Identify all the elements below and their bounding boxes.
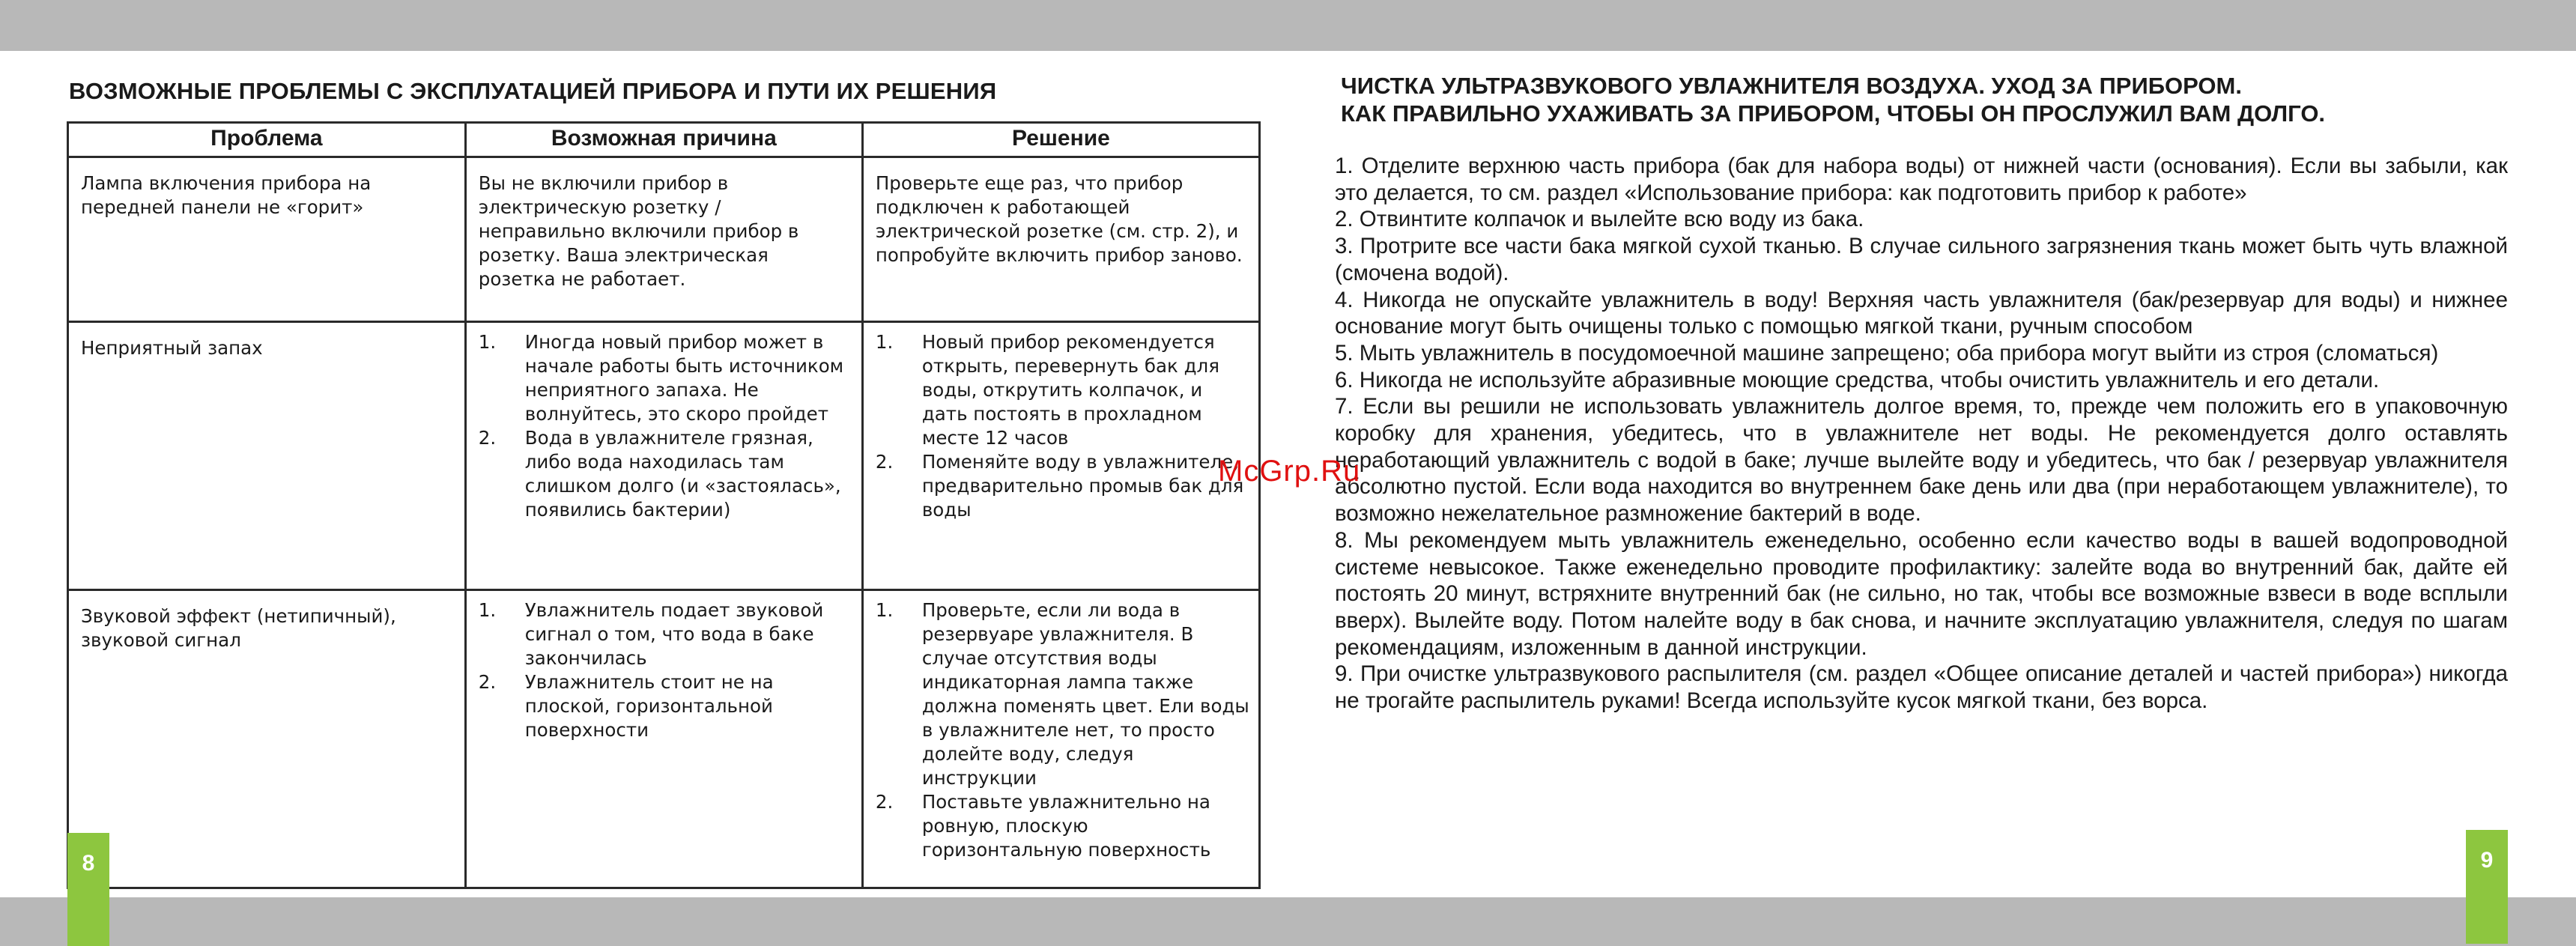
list-item [876, 598, 1249, 790]
list-item [479, 426, 852, 522]
cleaning-instructions [1335, 153, 2508, 715]
cleaning-heading-line1: ЧИСТКА УЛЬТРАЗВУКОВОГО УВЛАЖНИТЕЛЯ ВОЗДУХА. УХОД ЗА ПРИБОРОМ. [1341, 73, 2242, 99]
list-number: 1. [875, 331, 894, 353]
list-text: Вода в увлажнителе грязная, либо вода находилась там слишком долго (и «застоялась», появились бактерии) [524, 427, 841, 521]
list-item [876, 790, 1249, 862]
table-row [68, 157, 1260, 322]
table-row [68, 322, 1260, 590]
problem-cell: Звуковой эффект (нетипичный), звуковой сигнал [68, 590, 466, 888]
instruction-step: 3. Протрите все части бака мягкой сухой тканью. В случае сильного загрязнения ткань может быть чуть влажной (смочена водой). [1335, 234, 2508, 285]
list-text: Поменяйте воду в увлажнителе, предварительно промыв бак для воды [921, 451, 1244, 521]
cleaning-heading [1341, 72, 2325, 127]
cause-list [479, 598, 852, 742]
list-item [876, 450, 1249, 522]
bottom-gray-band [0, 897, 2576, 946]
cause-list [479, 330, 852, 522]
list-text: Иногда новый прибор может в начале работы быть источником неприятного запаха. Не волнуйтесь, это скоро пройдет [524, 331, 844, 425]
instruction-step: 5. Мыть увлажнитель в посудомоечной машине запрещено; оба прибора могут выйти из строя (сломаться) [1335, 340, 2439, 366]
list-item [479, 330, 852, 426]
list-text: Новый прибор рекомендуется открыть, перевернуть бак для воды, открутить колпачок, и дать постоять в прохладном месте 12 часов [921, 331, 1219, 449]
instruction-step: 4. Никогда не опускайте увлажнитель в воду! Верхняя часть увлажнителя (бак/резервуар для воды) и нижнее основание могут быть очищены только с помощью мягкой ткани, ручным способом [1335, 287, 2508, 339]
page-number-right: 9 [2466, 830, 2508, 944]
list-number: 1. [478, 599, 497, 621]
solution-cell: Проверьте еще раз, что прибор подключен к работающей электрической розетке (см. стр. 2), и попробуйте включить прибор заново. [862, 157, 1259, 322]
instruction-step: 1. Отделите верхнюю часть прибора (бак для набора воды) от нижней части (основания). Если вы забыли, как это делается, то см. раздел «Использование прибора: как подготовить прибор к работе» [1335, 154, 2508, 205]
table-header-solution: Решение [862, 123, 1259, 157]
table-header-cause: Возможная причина [465, 123, 862, 157]
solution-cell [862, 322, 1259, 590]
instruction-step: 7. Если вы решили не использовать увлажнитель долгое время, то, прежде чем положить его в упаковочную коробку для хранения, убедитесь, что в увлажнителе нет воды. Не рекомендуется долго оставлять неработающий увлажнитель с водой в баке; лучше вылейте воду и убедитесь, что бак / резервуар увлажнителя абсолютно пустой. Если вода находится во внутреннем баке день или два (при неработающем увлажнителе), то возможно нежелательное размножение бактерий в воде. [1335, 394, 2508, 527]
cause-cell [465, 590, 862, 888]
list-text: Увлажнитель стоит не на плоской, горизонтальной поверхности [524, 671, 774, 741]
list-number: 2. [478, 427, 497, 449]
solution-list [876, 330, 1249, 522]
solution-list [876, 598, 1249, 862]
troubleshooting-heading: ВОЗМОЖНЫЕ ПРОБЛЕМЫ С ЭКСПЛУАТАЦИЕЙ ПРИБОРА И ПУТИ ИХ РЕШЕНИЯ [69, 78, 997, 104]
cause-cell [465, 322, 862, 590]
list-text: Проверьте, если ли вода в резервуаре увлажнителя. В случае отсутствия воды индикаторная лампа также должна поменять цвет. Ели воды в увлажнителе нет, то просто долейте воду, следуя инструкции [921, 599, 1249, 789]
instruction-step: 6. Никогда не используйте абразивные моющие средства, чтобы очистить увлажнитель и его детали. [1335, 367, 2380, 392]
list-number: 2. [875, 451, 894, 473]
list-text: Увлажнитель подает звуковой сигнал о том, что вода в баке закончилась [524, 599, 824, 669]
problem-cell: Лампа включения прибора на передней панели не «горит» [68, 157, 466, 322]
list-item [479, 598, 852, 670]
list-item [479, 670, 852, 742]
list-number: 2. [478, 671, 497, 693]
watermark: McGrp.Ru [1218, 455, 1361, 488]
list-text: Поставьте увлажнительно на ровную, плоскую горизонтальную поверхность [921, 791, 1211, 861]
list-number: 1. [875, 599, 894, 621]
troubleshooting-table [67, 121, 1261, 889]
instruction-step: 9. При очистке ультразвукового распылителя (см. раздел «Общее описание деталей и частей прибора») никогда не трогайте распылитель руками! Всегда используйте кусок мягкой ткани, без ворса. [1335, 661, 2508, 714]
cause-cell: Вы не включили прибор в электрическую розетку / неправильно включили прибор в розетку. Ваша электрическая розетка не работает. [465, 157, 862, 322]
top-gray-band [0, 0, 2576, 51]
cleaning-heading-line2: КАК ПРАВИЛЬНО УХАЖИВАТЬ ЗА ПРИБОРОМ, ЧТОБЫ ОН ПРОСЛУЖИЛ ВАМ ДОЛГО. [1341, 100, 2326, 127]
solution-cell [862, 590, 1259, 888]
instruction-step: 2. Отвинтите колпачок и вылейте всю воду из бака. [1335, 207, 1864, 232]
table-row [68, 590, 1260, 888]
list-item [876, 330, 1249, 450]
page-number-left: 8 [67, 833, 109, 946]
list-number: 1. [478, 331, 497, 353]
instruction-step: 8. Мы рекомендуем мыть увлажнитель еженедельно, особенно если качество воды в вашей водопроводной системе невысокое. Также еженедельно проводите профилактику: залейте вода во внутренний бак, дайте ей постоять 20 минут, встряхните внутренний бак (не сильно, но так, чтобы все возможные взвеси в воде всплыли вверх). Вылейте воду. Потом налейте воду в бак снова, и начните эксплуатацию увлажнителя, следуя по шагам рекомендациям, изложенным в данной инструкции. [1335, 527, 2508, 660]
problem-cell: Неприятный запах [68, 322, 466, 590]
table-header-problem: Проблема [68, 123, 466, 157]
list-number: 2. [875, 791, 894, 813]
